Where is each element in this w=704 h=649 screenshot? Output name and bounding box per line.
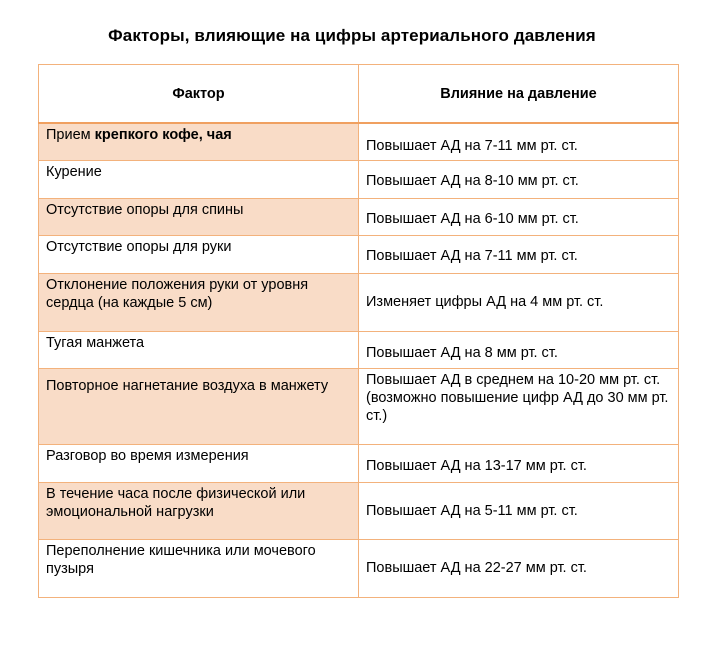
factor-cell: Повторное нагнетание воздуха в манжету [39,368,359,444]
factors-table-container [38,64,678,598]
factor-cell: Курение [39,160,359,198]
table-row [39,482,679,539]
effect-cell: Повышает АД в среднем на 10-20 мм рт. ст. (возможно повышение цифр АД до 30 мм рт. ст.) [359,368,679,444]
page-title: Факторы, влияющие на цифры артериального давления [108,26,596,45]
table-row [39,160,679,198]
table-row [39,539,679,597]
factor-cell: Разговор во время измерения [39,444,359,482]
factor-cell: Отсутствие опоры для руки [39,235,359,273]
column-header-factor: Фактор [39,65,359,124]
table-row [39,444,679,482]
effect-cell: Повышает АД на 7-11 мм рт. ст. [359,123,679,160]
effect-cell: Повышает АД на 8-10 мм рт. ст. [359,160,679,198]
table-row [39,368,679,444]
table-header-row [39,65,679,124]
factor-cell [39,123,359,160]
effect-cell: Повышает АД на 7-11 мм рт. ст. [359,235,679,273]
effect-cell: Повышает АД на 13-17 мм рт. ст. [359,444,679,482]
table-row [39,235,679,273]
factor-cell: Отсутствие опоры для спины [39,198,359,235]
factor-text-bold: крепкого кофе, чая [94,127,232,143]
factor-cell: В течение часа после физической или эмоциональной нагрузки [39,482,359,539]
effect-cell: Изменяет цифры АД на 4 мм рт. ст. [359,273,679,331]
factor-cell: Переполнение кишечника или мочевого пузыря [39,539,359,597]
column-header-effect: Влияние на давление [359,65,679,124]
table-row [39,273,679,331]
effect-cell: Повышает АД на 22-27 мм рт. ст. [359,539,679,597]
table-row [39,123,679,160]
factors-table [38,64,679,598]
factor-cell: Тугая манжета [39,331,359,368]
table-row [39,331,679,368]
factor-text-prefix: Прием [46,127,95,143]
factor-cell: Отклонение положения руки от уровня сердца (на каждые 5 см) [39,273,359,331]
effect-cell: Повышает АД на 8 мм рт. ст. [359,331,679,368]
effect-cell: Повышает АД на 5-11 мм рт. ст. [359,482,679,539]
table-row [39,198,679,235]
effect-cell: Повышает АД на 6-10 мм рт. ст. [359,198,679,235]
